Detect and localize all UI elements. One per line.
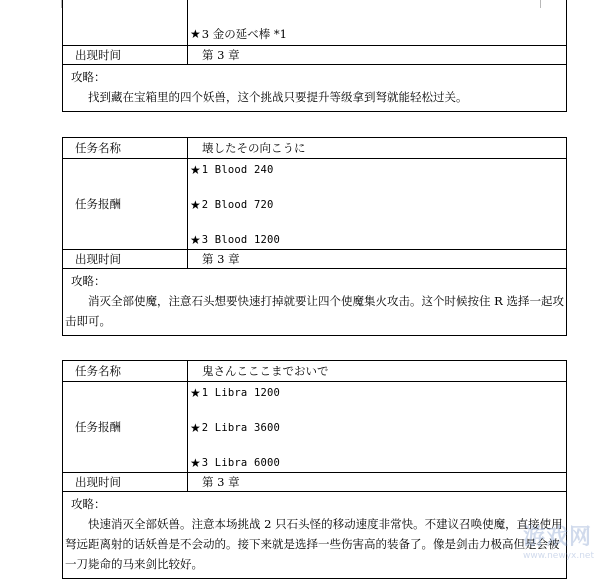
reward-line-3: ★ 3 Blood 1200 — [190, 233, 281, 247]
chapter-value: 第 3 章 — [188, 46, 567, 65]
watermark-url: www.newyx.net — [522, 551, 594, 561]
page-corner-mark-left — [47, 0, 62, 8]
quest-name-row — [63, 361, 567, 382]
reward-label: 任务报酬 — [63, 159, 188, 250]
strategy-cell — [63, 65, 567, 112]
quest-name-value: 壊したその向こうに — [188, 138, 567, 159]
reward-label: 任务报酬 — [63, 382, 188, 473]
reward-line-1: ★ 1 Libra 1200 — [190, 386, 281, 400]
reward-line-2: ★ 2 Libra 3600 — [190, 421, 281, 435]
star-icon: ★ — [190, 198, 201, 212]
star-icon: ★ — [190, 233, 201, 247]
appear-time-row — [63, 250, 567, 269]
quest-table-2 — [62, 360, 567, 579]
reward-label-cell — [63, 0, 188, 46]
quest-name-row — [63, 138, 567, 159]
appear-time-label: 出现时间 — [63, 250, 188, 269]
quest-table-1 — [62, 137, 567, 336]
reward-line-3: ★ 3 Libra 6000 — [190, 456, 281, 470]
watermark-main: 游戏网 — [522, 525, 592, 550]
strategy-text: 快速消灭全部妖兽。注意本场挑战 2 只石头怪的移动速度非常快。不建议召唤使魔，直接使用弩远距离射的话妖兽是不会动的。接下来就是选择一些伤害高的装备了。像是剑击力极高但是会被一刀毙命的马来剑比较好。 — [65, 517, 563, 571]
star-icon: ★ — [190, 27, 201, 41]
quest-name-label: 任务名称 — [63, 361, 188, 382]
reward-line-1: ★ 1 Blood 240 — [190, 163, 274, 177]
quest-name-label: 任务名称 — [63, 138, 188, 159]
chapter-value: 第 3 章 — [188, 473, 567, 492]
reward-row — [63, 382, 567, 473]
reward-row — [63, 159, 567, 250]
strategy-row — [63, 269, 567, 336]
strategy-row — [63, 65, 567, 112]
appear-time-row — [63, 473, 567, 492]
watermark-logo — [523, 520, 594, 561]
appear-time-row — [63, 46, 567, 65]
appear-time-label: 出现时间 — [63, 46, 188, 65]
star-icon: ★ — [190, 386, 201, 400]
strategy-text: 找到藏在宝箱里的四个妖兽，这个挑战只要提升等级拿到弩就能轻松过关。 — [88, 90, 468, 104]
reward-line-2: ★ 2 Blood 720 — [190, 198, 274, 212]
star-icon: ★ — [190, 163, 201, 177]
star-icon: ★ — [190, 421, 201, 435]
reward-cell — [188, 0, 567, 46]
appear-time-label: 出现时间 — [63, 473, 188, 492]
reward-line: 3 金の延べ棒 *1 — [201, 27, 287, 41]
strategy-title: 攻略： — [71, 70, 106, 84]
strategy-title: 攻略： — [71, 497, 106, 511]
reward-row — [63, 0, 567, 46]
quest-name-value: 鬼さんこここまでおいで — [188, 361, 567, 382]
star-icon: ★ — [190, 456, 201, 470]
reward-cell — [188, 382, 567, 473]
strategy-cell — [63, 492, 567, 579]
strategy-cell — [63, 269, 567, 336]
strategy-text: 消灭全部使魔，注意石头想要快速打掉就要让四个使魔集火攻击。这个时候按住 R 选择一起攻击即可。 — [65, 294, 564, 328]
strategy-title: 攻略： — [71, 274, 106, 288]
quest-table-0 — [62, 0, 567, 112]
strategy-row — [63, 492, 567, 579]
reward-cell — [188, 159, 567, 250]
chapter-value: 第 3 章 — [188, 250, 567, 269]
